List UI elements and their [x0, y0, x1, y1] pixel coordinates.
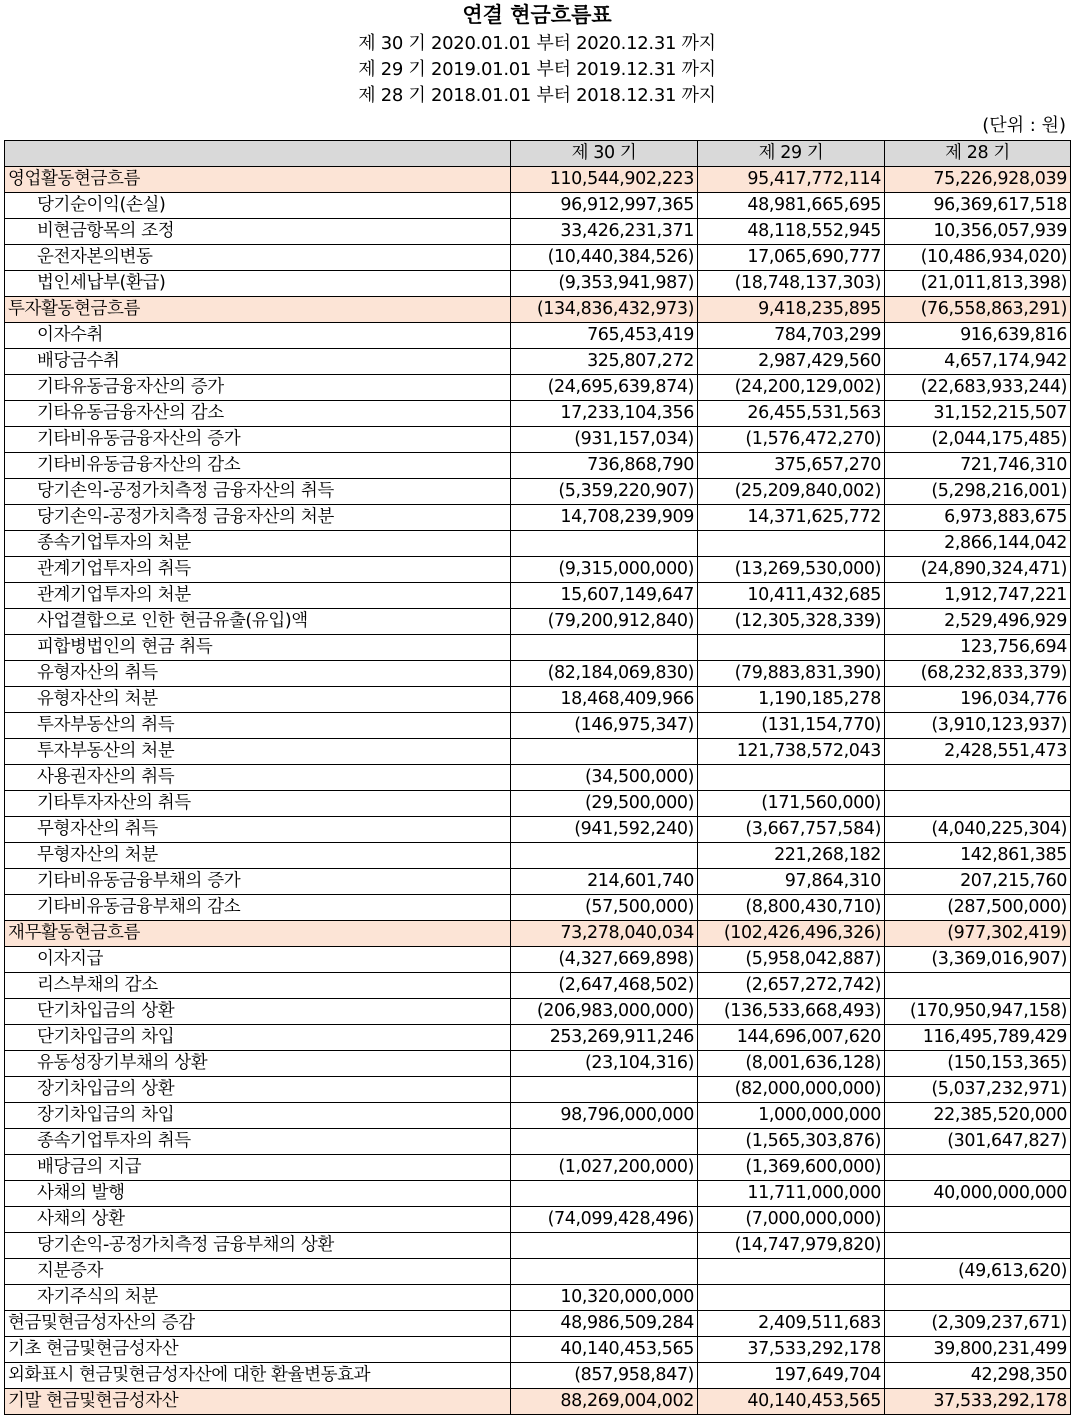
- table-row: [5, 869, 1071, 895]
- value-period-29: (12,305,328,339): [698, 609, 885, 635]
- table-row: [5, 1259, 1071, 1285]
- header-period-28: 제 28 기: [885, 141, 1071, 167]
- table-row: [5, 791, 1071, 817]
- value-period-29: 17,065,690,777: [698, 245, 885, 271]
- row-label: 외화표시 현금및현금성자산에 대한 환율변동효과: [5, 1363, 511, 1389]
- value-period-30: (5,359,220,907): [511, 479, 698, 505]
- row-label: 단기차입금의 상환: [5, 999, 511, 1025]
- value-period-30: [511, 1233, 698, 1259]
- value-period-30: (9,353,941,987): [511, 271, 698, 297]
- value-period-28: 22,385,520,000: [885, 1103, 1071, 1129]
- row-label: 기타투자자산의 취득: [5, 791, 511, 817]
- value-period-30: 33,426,231,371: [511, 219, 698, 245]
- value-period-29: 26,455,531,563: [698, 401, 885, 427]
- value-period-30: 98,796,000,000: [511, 1103, 698, 1129]
- table-row: [5, 453, 1071, 479]
- row-label: 기타비유동금융자산의 감소: [5, 453, 511, 479]
- table-row: [5, 843, 1071, 869]
- value-period-30: (1,027,200,000): [511, 1155, 698, 1181]
- table-row: [5, 323, 1071, 349]
- value-period-29: 37,533,292,178: [698, 1337, 885, 1363]
- value-period-29: 14,371,625,772: [698, 505, 885, 531]
- period-line-29: 제 29 기 2019.01.01 부터 2019.12.31 까지: [358, 59, 716, 80]
- row-label: 당기순이익(손실): [5, 193, 511, 219]
- table-row: [5, 349, 1071, 375]
- value-period-30: 214,601,740: [511, 869, 698, 895]
- value-period-29: (82,000,000,000): [698, 1077, 885, 1103]
- value-period-28: 721,746,310: [885, 453, 1071, 479]
- value-period-28: (68,232,833,379): [885, 661, 1071, 687]
- value-period-30: [511, 1077, 698, 1103]
- value-period-28: 2,866,144,042: [885, 531, 1071, 557]
- value-period-30: (4,327,669,898): [511, 947, 698, 973]
- value-period-28: [885, 973, 1071, 999]
- table-row: [5, 921, 1071, 947]
- value-period-29: [698, 635, 885, 661]
- value-period-29: [698, 1259, 885, 1285]
- table-row: [5, 687, 1071, 713]
- value-period-30: (24,695,639,874): [511, 375, 698, 401]
- value-period-28: 39,800,231,499: [885, 1337, 1071, 1363]
- value-period-28: (301,647,827): [885, 1129, 1071, 1155]
- table-row: [5, 661, 1071, 687]
- row-label: 재무활동현금흐름: [5, 921, 511, 947]
- value-period-28: (4,040,225,304): [885, 817, 1071, 843]
- table-row: [5, 635, 1071, 661]
- value-period-30: (134,836,432,973): [511, 297, 698, 323]
- unit-label: (단위 : 원): [982, 115, 1066, 136]
- value-period-29: 40,140,453,565: [698, 1389, 885, 1415]
- value-period-28: 207,215,760: [885, 869, 1071, 895]
- table-row: [5, 609, 1071, 635]
- value-period-28: (49,613,620): [885, 1259, 1071, 1285]
- value-period-28: (3,910,123,937): [885, 713, 1071, 739]
- table-row: [5, 401, 1071, 427]
- value-period-28: 75,226,928,039: [885, 167, 1071, 193]
- value-period-29: 784,703,299: [698, 323, 885, 349]
- row-label: 기타비유동금융부채의 감소: [5, 895, 511, 921]
- table-row: [5, 1389, 1071, 1415]
- value-period-28: 4,657,174,942: [885, 349, 1071, 375]
- row-label: 비현금항목의 조정: [5, 219, 511, 245]
- value-period-30: 96,912,997,365: [511, 193, 698, 219]
- row-label: 기초 현금및현금성자산: [5, 1337, 511, 1363]
- value-period-29: (25,209,840,002): [698, 479, 885, 505]
- value-period-29: (18,748,137,303): [698, 271, 885, 297]
- row-label: 당기손익-공정가치측정 금융자산의 취득: [5, 479, 511, 505]
- row-label: 영업활동현금흐름: [5, 167, 511, 193]
- value-period-29: 48,118,552,945: [698, 219, 885, 245]
- table-row: [5, 193, 1071, 219]
- table-row: [5, 297, 1071, 323]
- table-row: [5, 375, 1071, 401]
- row-label: 종속기업투자의 취득: [5, 1129, 511, 1155]
- row-label: 기말 현금및현금성자산: [5, 1389, 511, 1415]
- row-label: 법인세납부(환급): [5, 271, 511, 297]
- value-period-28: (2,309,237,671): [885, 1311, 1071, 1337]
- value-period-30: 765,453,419: [511, 323, 698, 349]
- value-period-29: 1,190,185,278: [698, 687, 885, 713]
- value-period-28: (21,011,813,398): [885, 271, 1071, 297]
- row-label: 이자수취: [5, 323, 511, 349]
- value-period-28: (150,153,365): [885, 1051, 1071, 1077]
- table-row: [5, 427, 1071, 453]
- table-row: [5, 1077, 1071, 1103]
- value-period-29: (2,657,272,742): [698, 973, 885, 999]
- row-label: 자기주식의 처분: [5, 1285, 511, 1311]
- value-period-30: (34,500,000): [511, 765, 698, 791]
- value-period-30: 736,868,790: [511, 453, 698, 479]
- value-period-29: 2,987,429,560: [698, 349, 885, 375]
- value-period-30: [511, 531, 698, 557]
- table-row: [5, 713, 1071, 739]
- period-line-28: 제 28 기 2018.01.01 부터 2018.12.31 까지: [358, 85, 716, 106]
- value-period-29: (5,958,042,887): [698, 947, 885, 973]
- value-period-30: 48,986,509,284: [511, 1311, 698, 1337]
- table-row: [5, 947, 1071, 973]
- value-period-30: [511, 843, 698, 869]
- value-period-29: (24,200,129,002): [698, 375, 885, 401]
- value-period-29: 221,268,182: [698, 843, 885, 869]
- table-row: [5, 1051, 1071, 1077]
- value-period-29: (1,565,303,876): [698, 1129, 885, 1155]
- value-period-29: 95,417,772,114: [698, 167, 885, 193]
- value-period-30: 10,320,000,000: [511, 1285, 698, 1311]
- row-label: 지분증자: [5, 1259, 511, 1285]
- value-period-29: (14,747,979,820): [698, 1233, 885, 1259]
- row-label: 무형자산의 취득: [5, 817, 511, 843]
- value-period-29: (131,154,770): [698, 713, 885, 739]
- value-period-29: [698, 1285, 885, 1311]
- table-row: [5, 271, 1071, 297]
- row-label: 투자부동산의 처분: [5, 739, 511, 765]
- value-period-29: 9,418,235,895: [698, 297, 885, 323]
- row-label: 현금및현금성자산의 증감: [5, 1311, 511, 1337]
- value-period-28: (170,950,947,158): [885, 999, 1071, 1025]
- row-label: 기타비유동금융부채의 증가: [5, 869, 511, 895]
- row-label: 기타유동금융자산의 감소: [5, 401, 511, 427]
- value-period-29: (102,426,496,326): [698, 921, 885, 947]
- row-label: 사용권자산의 취득: [5, 765, 511, 791]
- value-period-29: (13,269,530,000): [698, 557, 885, 583]
- value-period-28: (977,302,419): [885, 921, 1071, 947]
- row-label: 사채의 발행: [5, 1181, 511, 1207]
- value-period-28: [885, 1285, 1071, 1311]
- value-period-28: [885, 1155, 1071, 1181]
- row-label: 무형자산의 처분: [5, 843, 511, 869]
- value-period-30: 17,233,104,356: [511, 401, 698, 427]
- table-row: [5, 1337, 1071, 1363]
- header-period-30: 제 30 기: [511, 141, 698, 167]
- value-period-30: (82,184,069,830): [511, 661, 698, 687]
- row-label: 유형자산의 처분: [5, 687, 511, 713]
- row-label: 피합병법인의 현금 취득: [5, 635, 511, 661]
- row-label: 배당금의 지급: [5, 1155, 511, 1181]
- value-period-30: [511, 739, 698, 765]
- row-label: 기타비유동금융자산의 증가: [5, 427, 511, 453]
- value-period-29: 48,981,665,695: [698, 193, 885, 219]
- value-period-30: (931,157,034): [511, 427, 698, 453]
- value-period-28: 40,000,000,000: [885, 1181, 1071, 1207]
- value-period-30: 88,269,004,002: [511, 1389, 698, 1415]
- table-row: [5, 479, 1071, 505]
- value-period-29: (1,576,472,270): [698, 427, 885, 453]
- value-period-29: (1,369,600,000): [698, 1155, 885, 1181]
- row-label: 운전자본의변동: [5, 245, 511, 271]
- value-period-28: (22,683,933,244): [885, 375, 1071, 401]
- value-period-30: (9,315,000,000): [511, 557, 698, 583]
- value-period-28: (24,890,324,471): [885, 557, 1071, 583]
- value-period-28: [885, 1207, 1071, 1233]
- table-row: [5, 1025, 1071, 1051]
- value-period-29: (7,000,000,000): [698, 1207, 885, 1233]
- header-period-29: 제 29 기: [698, 141, 885, 167]
- value-period-29: (79,883,831,390): [698, 661, 885, 687]
- value-period-28: 1,912,747,221: [885, 583, 1071, 609]
- table-header-row: [5, 141, 1071, 167]
- table-row: [5, 167, 1071, 193]
- value-period-29: 121,738,572,043: [698, 739, 885, 765]
- value-period-30: (79,200,912,840): [511, 609, 698, 635]
- table-row: [5, 1103, 1071, 1129]
- value-period-28: [885, 1233, 1071, 1259]
- value-period-28: (287,500,000): [885, 895, 1071, 921]
- value-period-29: 97,864,310: [698, 869, 885, 895]
- row-label: 사채의 상환: [5, 1207, 511, 1233]
- table-row: [5, 1155, 1071, 1181]
- value-period-30: (29,500,000): [511, 791, 698, 817]
- table-row: [5, 973, 1071, 999]
- value-period-30: (10,440,384,526): [511, 245, 698, 271]
- value-period-29: 144,696,007,620: [698, 1025, 885, 1051]
- value-period-30: (941,592,240): [511, 817, 698, 843]
- value-period-29: (8,800,430,710): [698, 895, 885, 921]
- table-row: [5, 999, 1071, 1025]
- table-row: [5, 245, 1071, 271]
- value-period-30: [511, 1181, 698, 1207]
- row-label: 사업결합으로 인한 현금유출(유입)액: [5, 609, 511, 635]
- value-period-28: [885, 791, 1071, 817]
- row-label: 유동성장기부채의 상환: [5, 1051, 511, 1077]
- table-row: [5, 895, 1071, 921]
- table-row: [5, 817, 1071, 843]
- header-account: [5, 141, 511, 167]
- statement-header: [0, 0, 1074, 140]
- row-label: 유형자산의 취득: [5, 661, 511, 687]
- table-row: [5, 1285, 1071, 1311]
- value-period-29: 2,409,511,683: [698, 1311, 885, 1337]
- value-period-28: (3,369,016,907): [885, 947, 1071, 973]
- value-period-29: (171,560,000): [698, 791, 885, 817]
- row-label: 배당금수취: [5, 349, 511, 375]
- row-label: 당기손익-공정가치측정 금융부채의 상환: [5, 1233, 511, 1259]
- value-period-30: (146,975,347): [511, 713, 698, 739]
- table-body: [5, 167, 1071, 1415]
- table-row: [5, 1181, 1071, 1207]
- value-period-28: (10,486,934,020): [885, 245, 1071, 271]
- table-row: [5, 219, 1071, 245]
- table-row: [5, 765, 1071, 791]
- value-period-29: 10,411,432,685: [698, 583, 885, 609]
- value-period-30: (206,983,000,000): [511, 999, 698, 1025]
- row-label: 기타유동금융자산의 증가: [5, 375, 511, 401]
- value-period-28: 37,533,292,178: [885, 1389, 1071, 1415]
- row-label: 이자지급: [5, 947, 511, 973]
- value-period-30: (57,500,000): [511, 895, 698, 921]
- value-period-30: 73,278,040,034: [511, 921, 698, 947]
- value-period-30: [511, 1129, 698, 1155]
- value-period-30: (2,647,468,502): [511, 973, 698, 999]
- value-period-28: [885, 765, 1071, 791]
- table-row: [5, 1129, 1071, 1155]
- value-period-29: 1,000,000,000: [698, 1103, 885, 1129]
- value-period-30: 15,607,149,647: [511, 583, 698, 609]
- table-row: [5, 739, 1071, 765]
- value-period-28: (76,558,863,291): [885, 297, 1071, 323]
- value-period-30: 14,708,239,909: [511, 505, 698, 531]
- value-period-30: [511, 1259, 698, 1285]
- value-period-28: 2,428,551,473: [885, 739, 1071, 765]
- value-period-30: 325,807,272: [511, 349, 698, 375]
- value-period-30: (857,958,847): [511, 1363, 698, 1389]
- value-period-29: 11,711,000,000: [698, 1181, 885, 1207]
- value-period-28: 31,152,215,507: [885, 401, 1071, 427]
- row-label: 장기차입금의 상환: [5, 1077, 511, 1103]
- statement-title: 연결 현금흐름표: [462, 2, 612, 27]
- value-period-29: (3,667,757,584): [698, 817, 885, 843]
- value-period-30: 110,544,902,223: [511, 167, 698, 193]
- value-period-30: 18,468,409,966: [511, 687, 698, 713]
- value-period-29: [698, 531, 885, 557]
- row-label: 단기차입금의 차입: [5, 1025, 511, 1051]
- value-period-30: (23,104,316): [511, 1051, 698, 1077]
- value-period-29: (136,533,668,493): [698, 999, 885, 1025]
- value-period-28: (5,298,216,001): [885, 479, 1071, 505]
- value-period-29: 197,649,704: [698, 1363, 885, 1389]
- value-period-28: 96,369,617,518: [885, 193, 1071, 219]
- value-period-28: 116,495,789,429: [885, 1025, 1071, 1051]
- table-row: [5, 1363, 1071, 1389]
- value-period-30: (74,099,428,496): [511, 1207, 698, 1233]
- value-period-30: 253,269,911,246: [511, 1025, 698, 1051]
- table-row: [5, 1207, 1071, 1233]
- table-row: [5, 531, 1071, 557]
- value-period-28: (2,044,175,485): [885, 427, 1071, 453]
- table-row: [5, 1233, 1071, 1259]
- value-period-30: 40,140,453,565: [511, 1337, 698, 1363]
- value-period-28: 42,298,350: [885, 1363, 1071, 1389]
- table-row: [5, 1311, 1071, 1337]
- row-label: 투자부동산의 취득: [5, 713, 511, 739]
- value-period-28: 196,034,776: [885, 687, 1071, 713]
- value-period-28: 142,861,385: [885, 843, 1071, 869]
- row-label: 관계기업투자의 취득: [5, 557, 511, 583]
- row-label: 장기차입금의 차입: [5, 1103, 511, 1129]
- value-period-29: 375,657,270: [698, 453, 885, 479]
- value-period-29: [698, 765, 885, 791]
- value-period-28: 123,756,694: [885, 635, 1071, 661]
- table-row: [5, 505, 1071, 531]
- row-label: 종속기업투자의 처분: [5, 531, 511, 557]
- row-label: 관계기업투자의 처분: [5, 583, 511, 609]
- value-period-28: (5,037,232,971): [885, 1077, 1071, 1103]
- cash-flow-table: [4, 140, 1071, 1415]
- value-period-28: 2,529,496,929: [885, 609, 1071, 635]
- value-period-28: 10,356,057,939: [885, 219, 1071, 245]
- value-period-28: 6,973,883,675: [885, 505, 1071, 531]
- value-period-29: (8,001,636,128): [698, 1051, 885, 1077]
- value-period-28: 916,639,816: [885, 323, 1071, 349]
- row-label: 당기손익-공정가치측정 금융자산의 처분: [5, 505, 511, 531]
- period-line-30: 제 30 기 2020.01.01 부터 2020.12.31 까지: [358, 33, 716, 54]
- row-label: 투자활동현금흐름: [5, 297, 511, 323]
- table-row: [5, 557, 1071, 583]
- value-period-30: [511, 635, 698, 661]
- row-label: 리스부채의 감소: [5, 973, 511, 999]
- table-row: [5, 583, 1071, 609]
